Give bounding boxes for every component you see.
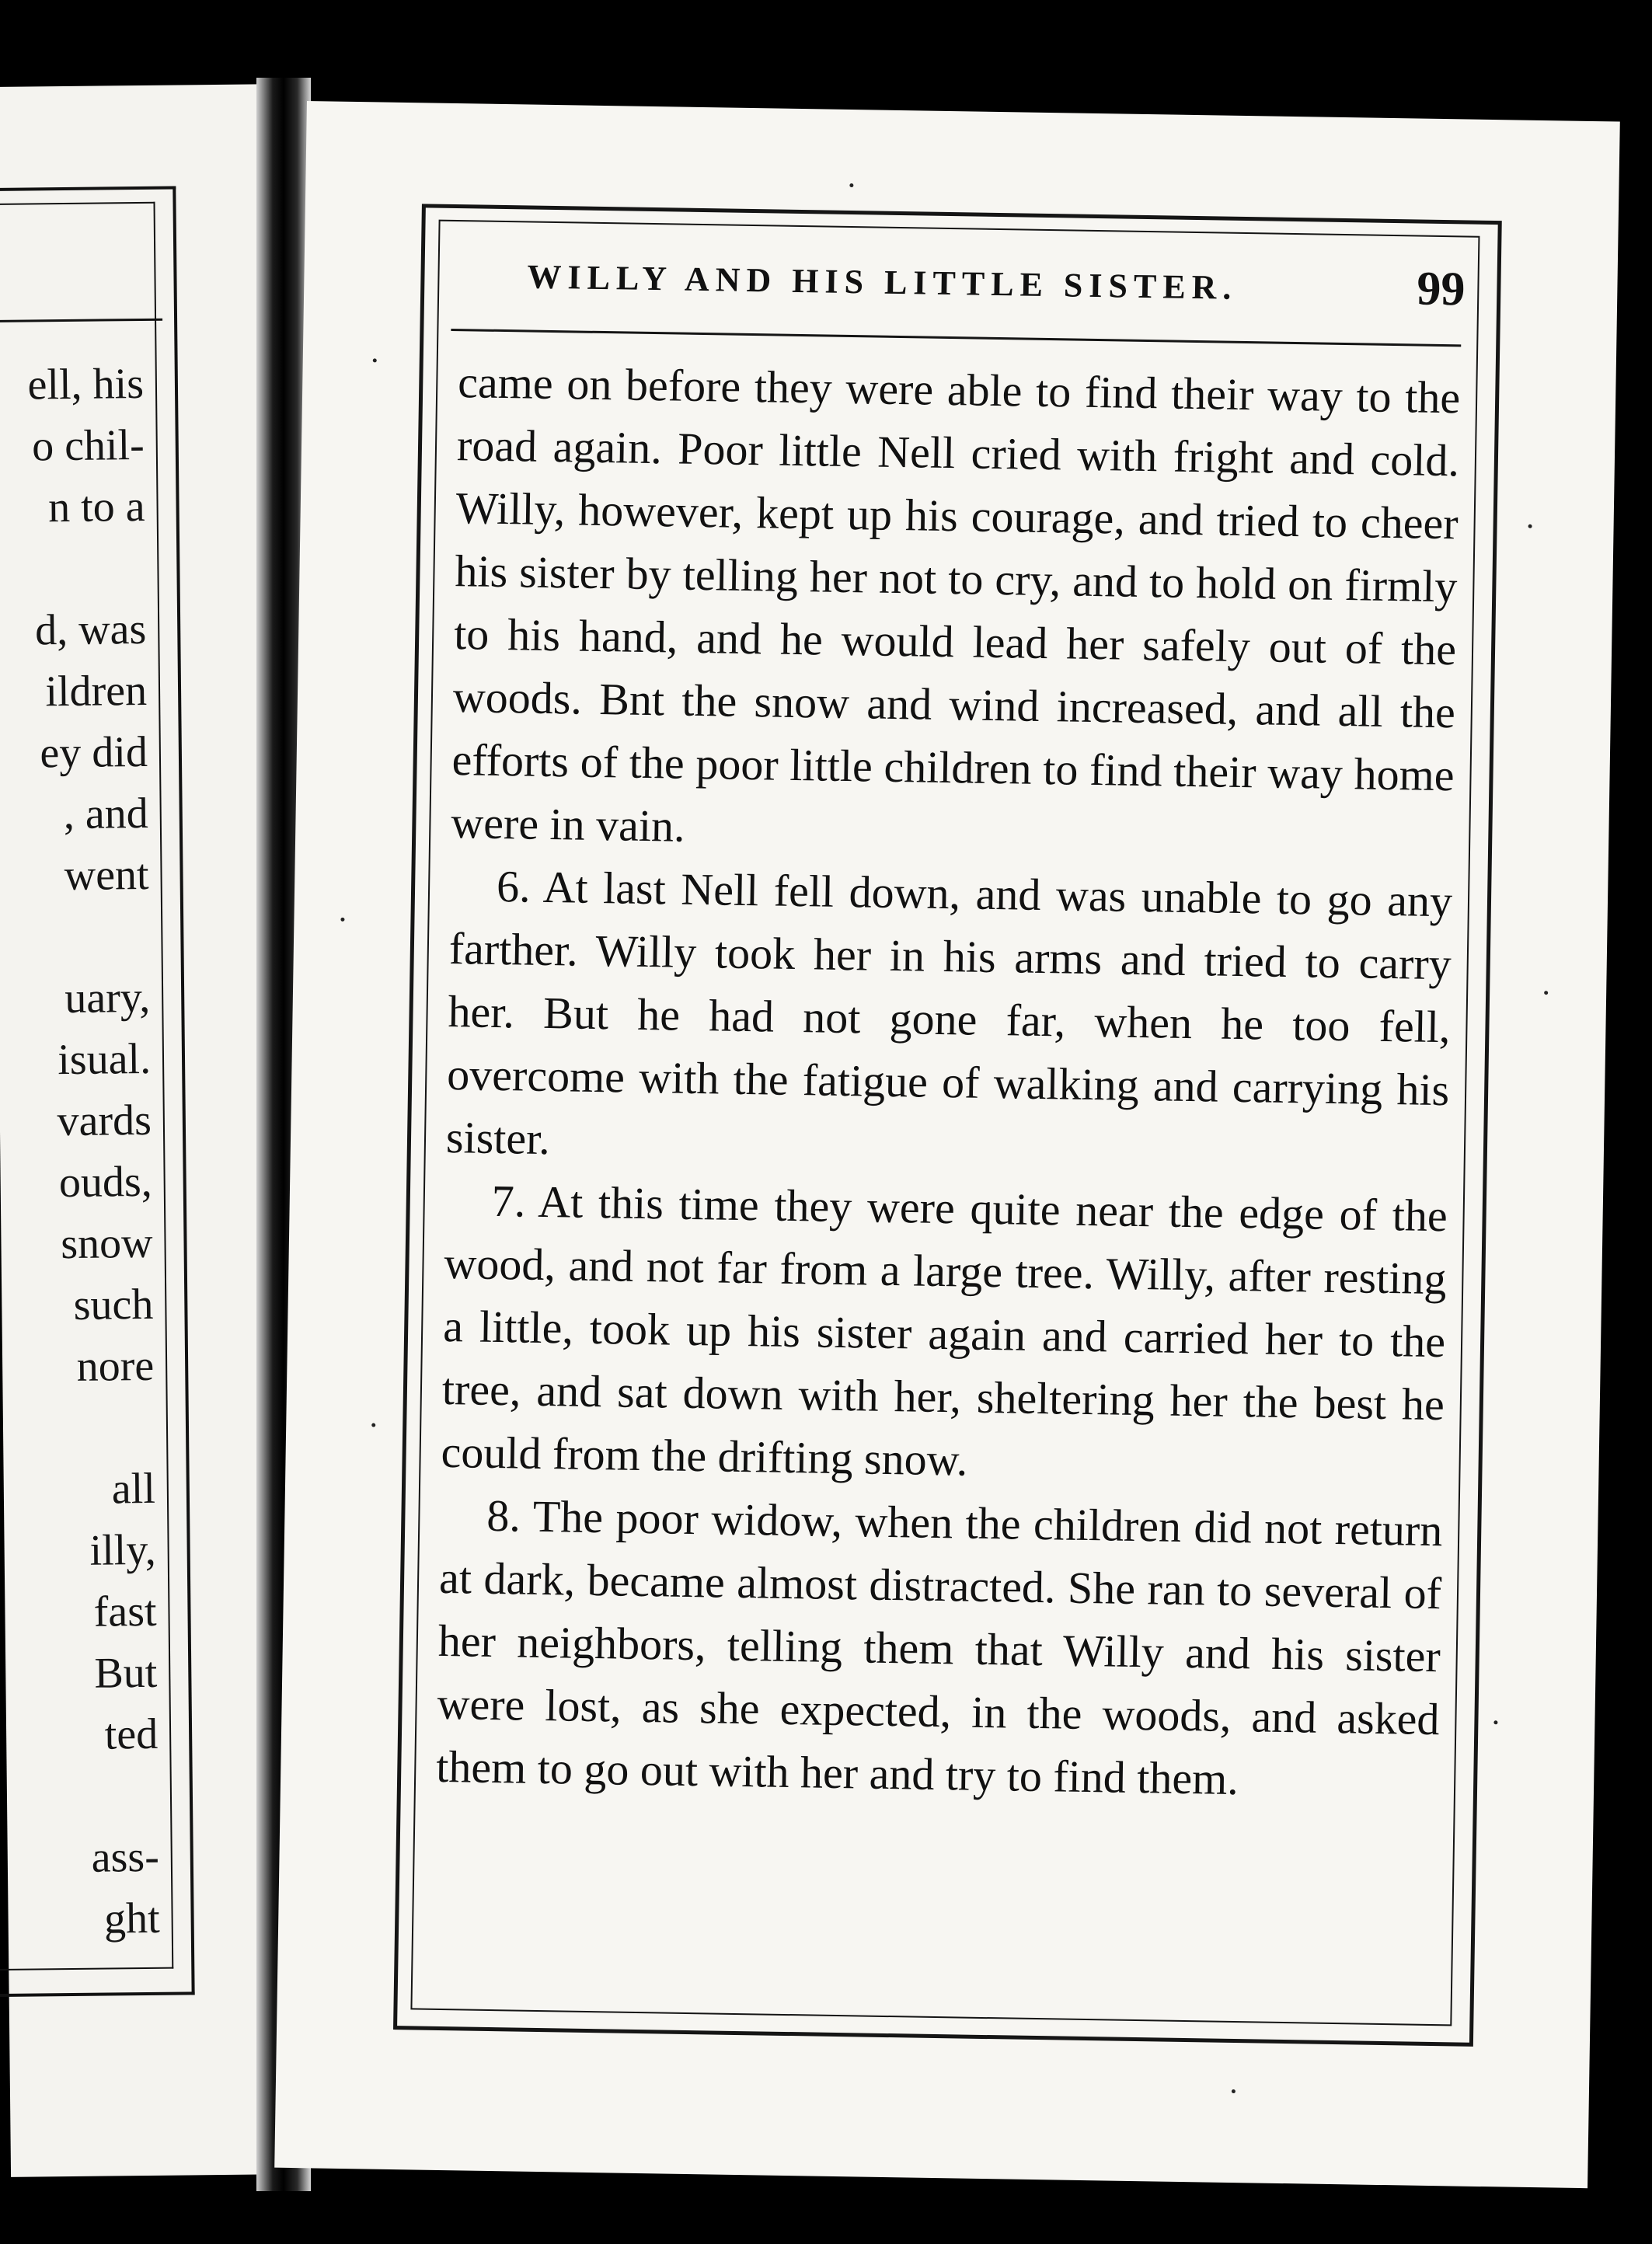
left-line: ass-: [91, 1832, 160, 1882]
left-line: vards: [57, 1096, 152, 1146]
paragraph-6: [445, 854, 1452, 1184]
left-line: o chil-: [31, 420, 145, 471]
left-line: [5, 538, 146, 601]
left-line: ted: [104, 1709, 159, 1759]
paragraph-text: came on before they were able to find their way to the road again. Poor little Nell cried with fright and cold. Willy, however, kept up his courage, and tried to cheer his sister by telling her not to cry, and to hold on firmly to his hand, and he would lead her safely out of the woods. Bnt the snow and wind increased, and all the efforts of the poor little children to find their way home were in vain.: [450, 357, 1461, 852]
paragraph-text: At this time they were quite near the edge of the wood, and not far from a large tree. Willy, after resting a little, took up his sister again and carried her to the tree, and sat down with her, sheltering her the best he could from the drifting snow.: [441, 1176, 1448, 1486]
paragraph-text: The poor widow, when the children did not return at dark, became almost distracted. She ran to several of her neighbors, telling them that Willy and his sister were lost, as she expected, in the woods, and asked them to go out with her and try to find them.: [435, 1490, 1443, 1805]
left-line: ouds,: [58, 1157, 153, 1207]
left-line: all: [111, 1464, 156, 1514]
left-line: [9, 906, 150, 969]
paragraph-number: 6.: [496, 860, 531, 912]
paragraph-number: 8.: [486, 1490, 521, 1542]
book-page: [274, 101, 1620, 2188]
left-line: nore: [76, 1341, 155, 1391]
paragraph-number: 7.: [491, 1175, 526, 1227]
paragraph-8: [436, 1483, 1443, 1814]
left-facing-page: [0, 84, 298, 2177]
paragraph-7: [441, 1169, 1448, 1499]
page-number: 99: [1416, 262, 1466, 316]
left-line: fast: [93, 1587, 157, 1636]
left-line: d, was: [34, 605, 147, 655]
left-line: snow: [60, 1218, 153, 1269]
left-line: n to a: [47, 482, 145, 532]
left-line: ght: [103, 1894, 160, 1943]
left-line: uary,: [64, 973, 151, 1023]
left-line: , and: [63, 789, 149, 839]
paragraph-continued: [451, 350, 1461, 869]
running-title: WILLY AND HIS LITTLE SISTER.: [527, 257, 1238, 307]
left-line: illy,: [89, 1525, 156, 1575]
left-line: went: [64, 850, 149, 901]
left-line: ey did: [40, 727, 148, 778]
left-line: isual.: [57, 1034, 152, 1085]
left-line: [19, 1765, 159, 1828]
paragraph-text: At last Nell fell down, and was unable to go any farther. Willy took her in his arms and tried to carry her. But he had not gone far, when he too fell, overcome with the fatigue of walking and carrying his sister.: [445, 861, 1453, 1165]
left-page-text: [4, 354, 160, 1951]
left-line: such: [73, 1280, 154, 1329]
left-line: [15, 1397, 155, 1460]
body-text: [436, 350, 1461, 1814]
left-line: ildren: [45, 666, 148, 716]
left-line: But: [94, 1648, 158, 1698]
left-line: ell, his: [27, 359, 145, 409]
